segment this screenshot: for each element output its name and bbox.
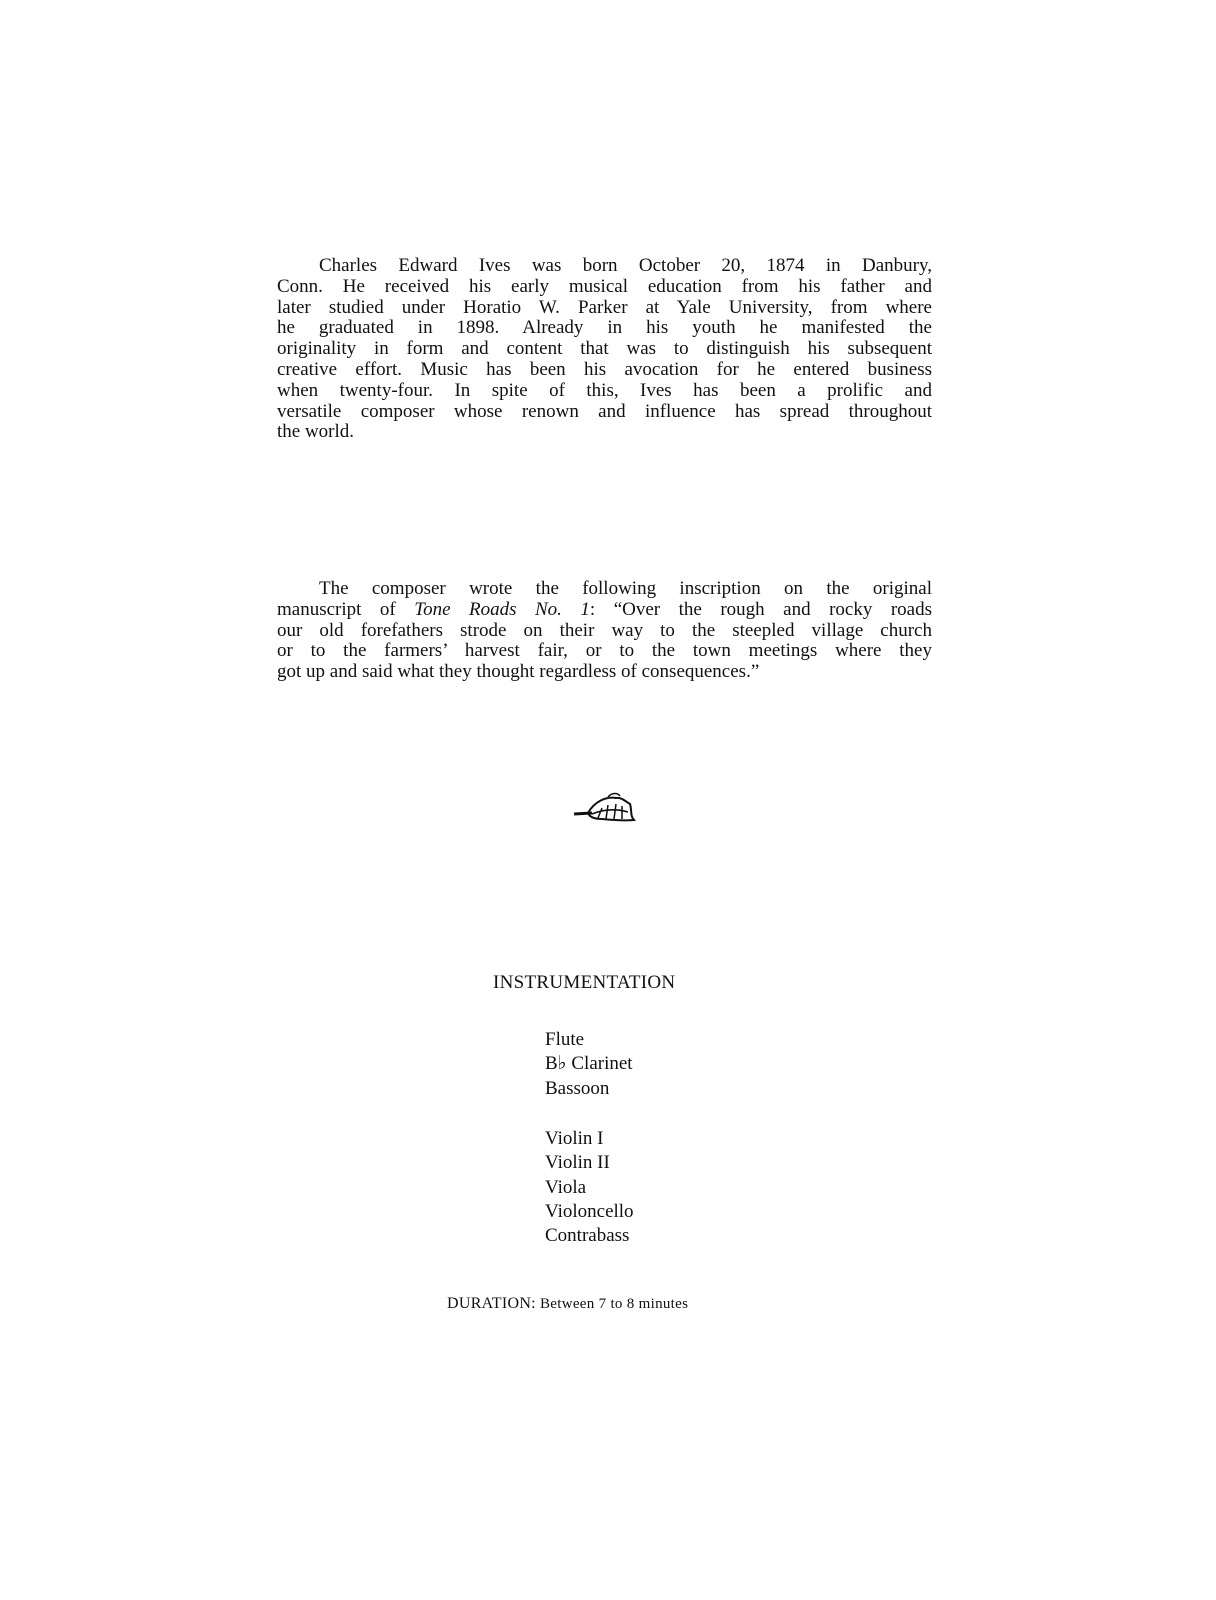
duration-label: DURATION: [447,1295,536,1312]
text-line: he graduated in 1898. Already in his youth he manifested the [277,317,932,339]
biography-paragraph [277,256,932,443]
instrument-item: B♭ Clarinet [545,1053,633,1075]
text-line [277,600,932,621]
text-line: The composer wrote the following inscription on the original [319,578,932,599]
instrument-item: Bassoon [545,1077,610,1099]
text-segment: : “Over the rough and rocky roads [589,598,932,620]
text-line: originality in form and content that was to distinguish his subsequent [277,338,932,360]
instrument-item: Flute [545,1029,585,1050]
instrument-item: Contrabass [545,1225,630,1247]
instrument-item: Violoncello [545,1200,634,1222]
duration-value: Between 7 to 8 minutes [539,1296,689,1312]
string-list [545,1127,634,1248]
leaf-ornament-icon [572,788,638,824]
text-line: got up and said what they thought regardless of consequences.” [277,661,760,683]
text-line: later studied under Horatio W. Parker at Yale University, from where [277,296,932,318]
text-line: our old forefathers strode on their way to the steepled village church [277,619,932,641]
text-segment: manuscript of [277,598,415,620]
instrument-item: Violin II [545,1152,610,1174]
text-line: the world. [277,421,355,443]
instrumentation-heading: INSTRUMENTATION [493,972,676,993]
text-line: Conn. He received his early musical education from his father and [277,275,932,297]
woodwind-list [545,1028,633,1101]
text-line: versatile composer whose renown and influence has spread throughout [277,400,932,422]
duration-note [447,1295,688,1313]
inscription-paragraph [277,579,932,683]
text-line: when twenty-four. In spite of this, Ives has been a prolific and [277,379,932,401]
text-line: creative effort. Music has been his avocation for he entered business [277,358,932,380]
instrument-item: Violin I [545,1128,604,1149]
instrument-item: Viola [545,1176,587,1198]
text-line: Charles Edward Ives was born October 20, 1874 in Danbury, [319,255,932,276]
text-line: or to the farmers’ harvest fair, or to the town meetings where they [277,640,932,662]
work-title: Tone Roads No. 1 [414,598,590,620]
